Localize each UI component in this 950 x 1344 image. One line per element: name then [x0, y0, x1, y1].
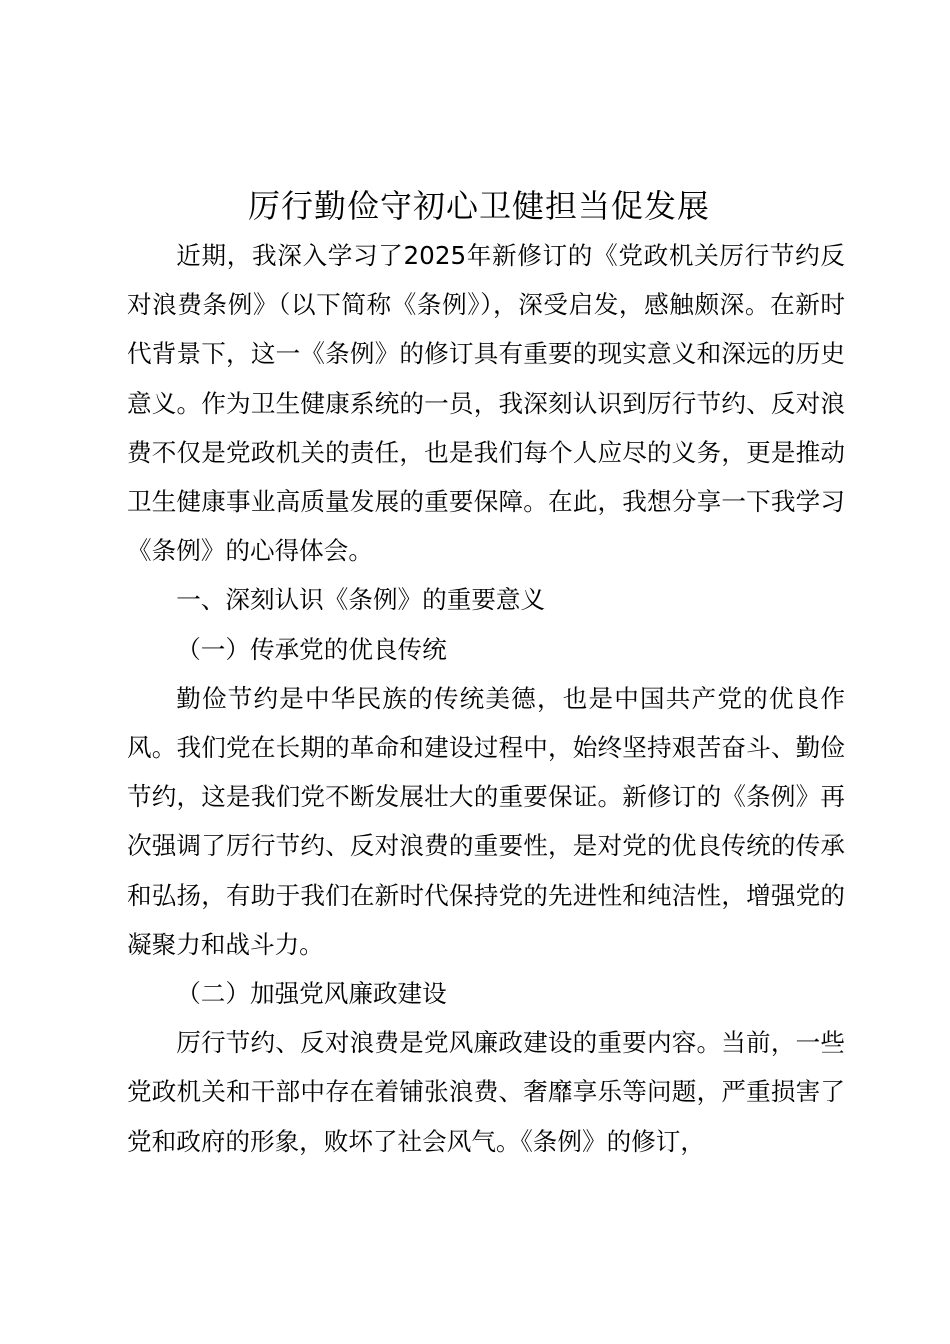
intro-paragraph: 近期，我深入学习了2025年新修订的《党政机关厉行节约反对浪费条例》（以下简称《条例》），深受启发，感触颇深。在新时代背景下，这一《条例》的修订具有重要的现实意义和深远的历史意义。作为卫生健康系统的一员，我深刻认识到厉行节约、反对浪费不仅是党政机关的责任，也是我们每个人应尽的义务，更是推动卫生健康事业高质量发展的重要保障。在此，我想分享一下我学习《条例》的心得体会。	[127, 241, 845, 566]
document-body	[127, 231, 845, 1166]
section-heading-1: 一、深刻认识《条例》的重要意义	[176, 585, 546, 615]
body-paragraph-tradition: 勤俭节约是中华民族的传统美德，也是中国共产党的优良作风。我们党在长期的革命和建设过程中，始终坚持艰苦奋斗、勤俭节约，这是我们党不断发展壮大的重要保证。新修订的《条例》再次强调了厉行节约、反对浪费的重要性，是对党的优良传统的传承和弘扬，有助于我们在新时代保持党的先进性和纯洁性，增强党的凝聚力和战斗力。	[127, 683, 845, 959]
subsection-heading-1-1: （一）传承党的优良传统	[176, 634, 447, 664]
document-title: 厉行勤俭守初心卫健担当促发展	[247, 187, 710, 225]
subsection-heading-1-2: （二）加强党风廉政建设	[176, 979, 447, 1009]
body-paragraph-integrity: 厉行节约、反对浪费是党风廉政建设的重要内容。当前，一些党政机关和干部中存在着铺张浪费、奢靡享乐等问题，严重损害了党和政府的形象，败坏了社会风气。《条例》的修订，	[127, 1028, 845, 1156]
